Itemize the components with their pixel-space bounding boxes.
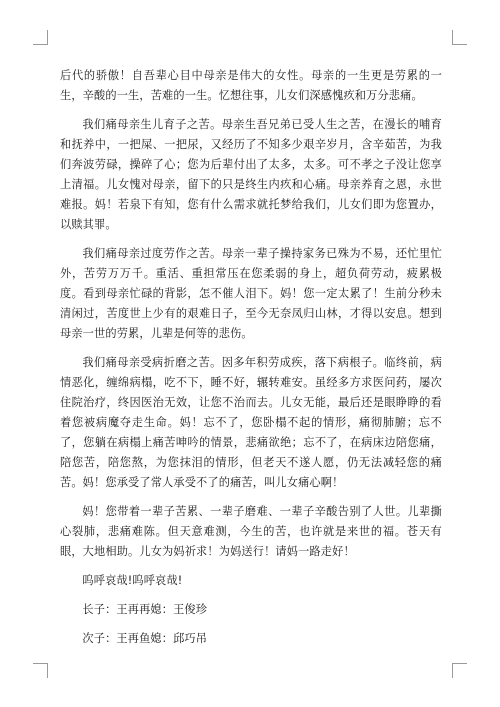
signature-line: 长子：王再再媳：王俊珍 (82, 603, 208, 616)
crop-mark-bottom-left (33, 663, 48, 678)
signature-line: 次子：王再鱼媳：邱巧吊 (82, 632, 208, 645)
crop-mark-bottom-right (452, 663, 467, 678)
crop-mark-top-left (33, 30, 48, 45)
paragraph: 我们痛母亲生儿育子之苦。母亲生吾兄弟已受人生之苦，在漫长的哺育和抚养中，一把屎、一把尿，又经历了不知多少艰辛岁月，含辛茹苦，为我们奔波劳碌，操碎了心；您为后辈付出了太多，太多。可不孝之子没让您享上清福。儿女愧对母亲，留下的只是终生内疚和心痛。母亲养育之恩，永世难报。妈！若泉下有知，您有什么需求就托梦给我们，儿女们即为您置办，以赎其罪。 (60, 118, 442, 231)
crop-mark-top-right (452, 30, 467, 45)
paragraph: 我们痛母亲受病折磨之苦。因多年积劳成疾，落下病根子。临终前，病情恶化，缠绵病榻，吃不下，睡不好，辗转难安。虽经多方求医问药，屡次住院治疗，终因医治无效，让您不治而去。儿女无能，最后还是眼睁睁的看着您被病魔夺走生命。妈！忘不了，您卧榻不起的情形，痛彻肺腑；忘不了，您躺在病榻上痛苦呻吟的情景，悲痛欲绝；忘不了，在病床边陪您痛，陪您苦，陪您熬，为您抹泪的情形，但老天不遂人愿，仍无法减轻您的痛苦。妈！您承受了常人承受不了的痛苦，叫儿女痛心啊！ (60, 356, 442, 489)
document-body (60, 66, 442, 658)
paragraph: 后代的骄傲！自吾辈心目中母亲是伟大的女性。母亲的一生更是劳累的一生，辛酸的一生，苦难的一生。忆想往事，儿女们深感愧疚和万分悲痛。 (60, 69, 442, 102)
paragraph: 我们痛母亲过度劳作之苦。母亲一辈子操持家务已殊为不易，还忙里忙外，苦劳万万千。重活、重担常压在您柔弱的身上，超负荷劳动，疲累极度。看到母亲忙碌的背影，怎不催人泪下。妈！您一定太累了！生前分秒未清闲过，苦度世上少有的艰难日子，至今无奈凤归山林，才得以安息。想到母亲一世的劳累，儿辈是何等的悲伤。 (60, 247, 442, 340)
paragraph: 妈！您带着一辈子苦累、一辈子磨难、一辈子辛酸告别了人世。儿辈撕心裂肺，悲痛难陈。但天意难测，今生的苦，也许就是来世的福。苍天有眼，大地相助。儿女为妈祈求！为妈送行！请妈一路走好！ (60, 505, 442, 558)
closing-line: 呜呼哀哉!呜呼哀哉! (82, 574, 183, 587)
